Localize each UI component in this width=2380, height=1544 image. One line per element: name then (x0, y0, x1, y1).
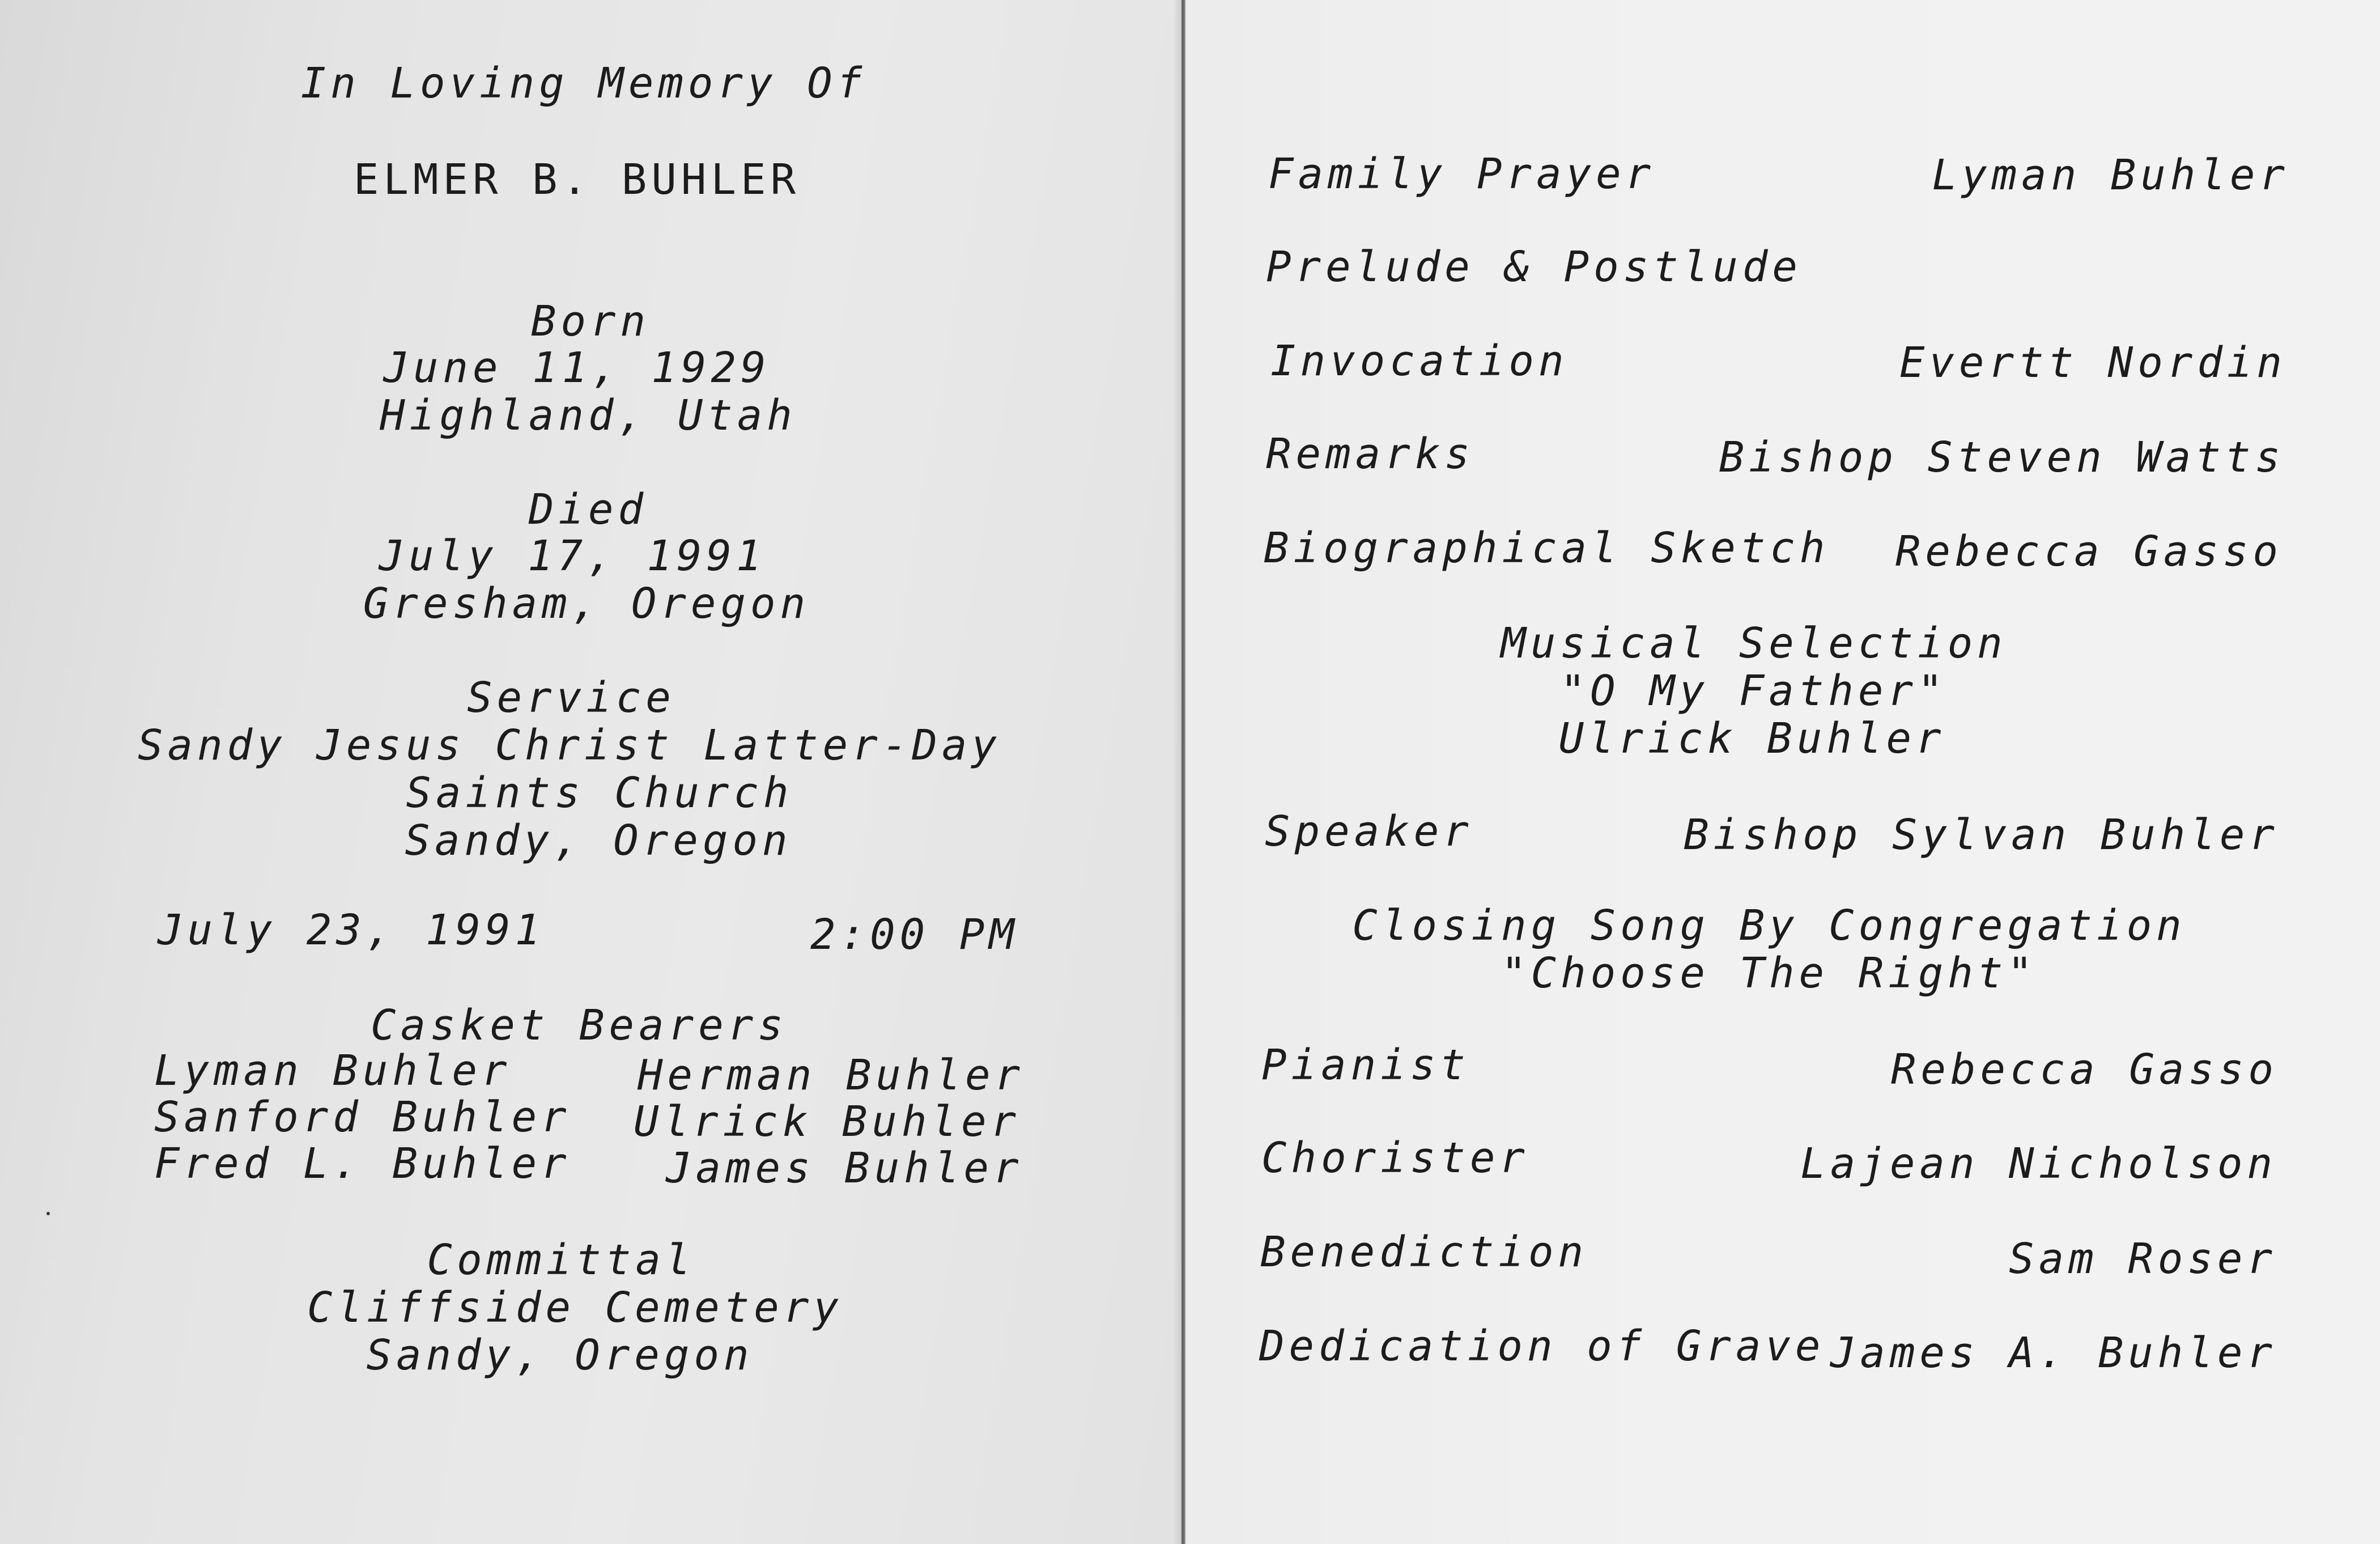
committal-place: Cliffside Cemetery (307, 1283, 843, 1332)
musical-selection-performer: Ulrick Buhler (1558, 714, 1946, 763)
committal-city: Sandy, Oregon (366, 1331, 754, 1380)
paper-speck (46, 1212, 50, 1215)
born-date: June 11, 1929 (383, 343, 771, 392)
program-role-invocation: Invocation (1270, 337, 1569, 385)
program-person-benediction: Sam Roser (2009, 1235, 2277, 1283)
program-person-biographical-sketch: Rebecca Gasso (1895, 527, 2283, 576)
casket-bearers-label: Casket Bearers (371, 1001, 788, 1050)
died-label: Died (528, 485, 648, 534)
program-role-remarks: Remarks (1266, 430, 1474, 478)
service-label: Service (467, 673, 675, 722)
program-person-invocation: Evertt Nordin (1899, 338, 2286, 387)
bearer-right-2: Ulrick Buhler (634, 1097, 1021, 1146)
closing-song-label: Closing Song By Congregation (1352, 901, 2186, 950)
deceased-name: ELMER B. BUHLER (353, 155, 801, 204)
program-role-pianist: Pianist (1261, 1041, 1470, 1089)
born-place: Highland, Utah (380, 391, 797, 440)
died-place: Gresham, Oregon (363, 579, 810, 628)
service-time: 2:00 PM (810, 910, 1019, 959)
committal-label: Committal (427, 1236, 695, 1284)
program-role-dedication-of-grave: Dedication of Grave (1259, 1322, 1825, 1371)
memorial-heading: In Loving Memory Of (300, 59, 867, 108)
bearer-right-1: Herman Buhler (638, 1051, 1025, 1100)
bearer-left-3: Fred L. Buhler (154, 1139, 571, 1188)
program-person-dedication-of-grave: James A. Buhler (1830, 1329, 2277, 1377)
born-label: Born (530, 297, 651, 346)
bearer-right-3: James Buhler (666, 1144, 1023, 1193)
bearer-left-2: Sanford Buhler (154, 1093, 571, 1142)
program-person-pianist: Rebecca Gasso (1890, 1045, 2278, 1094)
left-page (0, 0, 1182, 1544)
program-role-family-prayer: Family Prayer (1268, 150, 1656, 198)
program-person-chorister: Lajean Nicholson (1800, 1139, 2277, 1188)
right-page (1185, 0, 2380, 1544)
program-person-family-prayer: Lyman Buhler (1932, 151, 2289, 200)
musical-selection-label: Musical Selection (1501, 619, 2007, 668)
died-date: July 17, 1991 (379, 532, 766, 580)
program-role-prelude-postlude: Prelude & Postlude (1266, 243, 1802, 291)
closing-song-title: "Choose The Right" (1501, 949, 2037, 998)
service-date: July 23, 1991 (158, 906, 545, 955)
musical-selection-title: "O My Father" (1560, 667, 1948, 715)
program-role-biographical-sketch: Biographical Sketch (1264, 524, 1830, 572)
service-line2: Saints Church (406, 769, 793, 817)
bearer-left-1: Lyman Buhler (154, 1046, 512, 1095)
service-line1: Sandy Jesus Christ Latter-Day (137, 721, 1002, 770)
service-line3: Sandy, Oregon (405, 816, 792, 865)
program-role-chorister: Chorister (1261, 1134, 1529, 1182)
program-person-remarks: Bishop Steven Watts (1719, 433, 2285, 482)
speaker-role: Speaker (1265, 807, 1473, 856)
program-role-benediction: Benediction (1260, 1228, 1588, 1276)
speaker-person: Bishop Sylvan Buhler (1683, 811, 2279, 859)
